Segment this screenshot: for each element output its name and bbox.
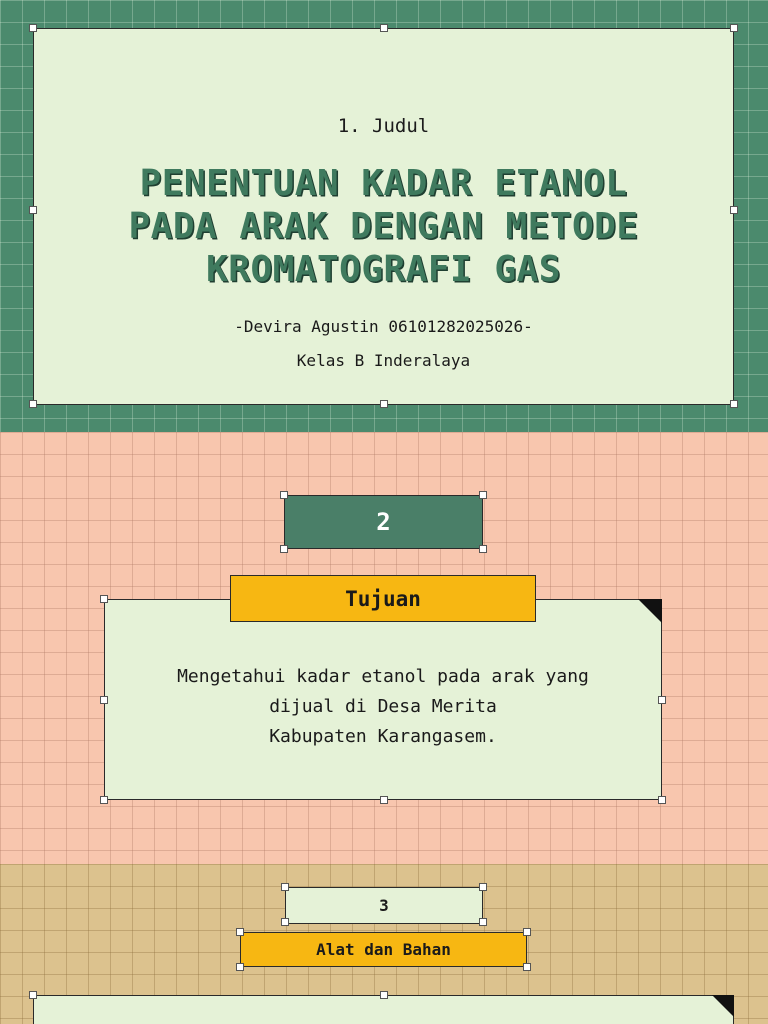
main-title-line-1: PENENTUAN KADAR ETANOL bbox=[139, 163, 628, 204]
resize-handle[interactable] bbox=[100, 696, 108, 704]
resize-handle[interactable] bbox=[523, 963, 531, 971]
resize-handle[interactable] bbox=[479, 545, 487, 553]
resize-handle[interactable] bbox=[29, 206, 37, 214]
folded-corner bbox=[712, 995, 734, 1017]
resize-handle[interactable] bbox=[100, 796, 108, 804]
resize-handle[interactable] bbox=[380, 400, 388, 408]
tujuan-line: dijual di Desa Merita bbox=[269, 696, 497, 717]
section-heading: 1. Judul bbox=[337, 115, 430, 137]
resize-handle[interactable] bbox=[29, 991, 37, 999]
resize-handle[interactable] bbox=[280, 545, 288, 553]
resize-handle[interactable] bbox=[29, 24, 37, 32]
resize-handle[interactable] bbox=[281, 918, 289, 926]
tujuan-body bbox=[105, 662, 661, 752]
main-title-line-2: PADA ARAK DENGAN METODE bbox=[128, 206, 639, 247]
author-line: -Devira Agustin 06101282025026- bbox=[234, 317, 533, 336]
resize-handle[interactable] bbox=[236, 928, 244, 936]
section-number-badge[interactable]: 2 bbox=[284, 495, 483, 549]
resize-handle[interactable] bbox=[29, 400, 37, 408]
resize-handle[interactable] bbox=[479, 883, 487, 891]
resize-handle[interactable] bbox=[100, 595, 108, 603]
alat-bahan-tab[interactable]: Alat dan Bahan bbox=[240, 932, 527, 967]
resize-handle[interactable] bbox=[658, 796, 666, 804]
resize-handle[interactable] bbox=[730, 206, 738, 214]
tujuan-line: Kabupaten Karangasem. bbox=[269, 726, 497, 747]
folded-corner bbox=[638, 599, 662, 623]
resize-handle[interactable] bbox=[380, 991, 388, 999]
main-title-line-3: KROMATOGRAFI GAS bbox=[206, 249, 561, 290]
resize-handle[interactable] bbox=[380, 796, 388, 804]
class-line: Kelas B Inderalaya bbox=[296, 351, 471, 370]
tujuan-card[interactable] bbox=[104, 599, 662, 800]
alat-bahan-card[interactable] bbox=[33, 995, 734, 1024]
resize-handle[interactable] bbox=[730, 24, 738, 32]
resize-handle[interactable] bbox=[479, 918, 487, 926]
resize-handle[interactable] bbox=[730, 400, 738, 408]
resize-handle[interactable] bbox=[280, 491, 288, 499]
tujuan-tab[interactable]: Tujuan bbox=[230, 575, 536, 622]
tujuan-line: Mengetahui kadar etanol pada arak yang bbox=[177, 666, 589, 687]
resize-handle[interactable] bbox=[236, 963, 244, 971]
resize-handle[interactable] bbox=[380, 24, 388, 32]
resize-handle[interactable] bbox=[479, 491, 487, 499]
resize-handle[interactable] bbox=[281, 883, 289, 891]
resize-handle[interactable] bbox=[523, 928, 531, 936]
title-card[interactable] bbox=[33, 28, 734, 405]
main-title bbox=[34, 162, 733, 291]
section-number-badge[interactable]: 3 bbox=[285, 887, 483, 924]
resize-handle[interactable] bbox=[658, 696, 666, 704]
